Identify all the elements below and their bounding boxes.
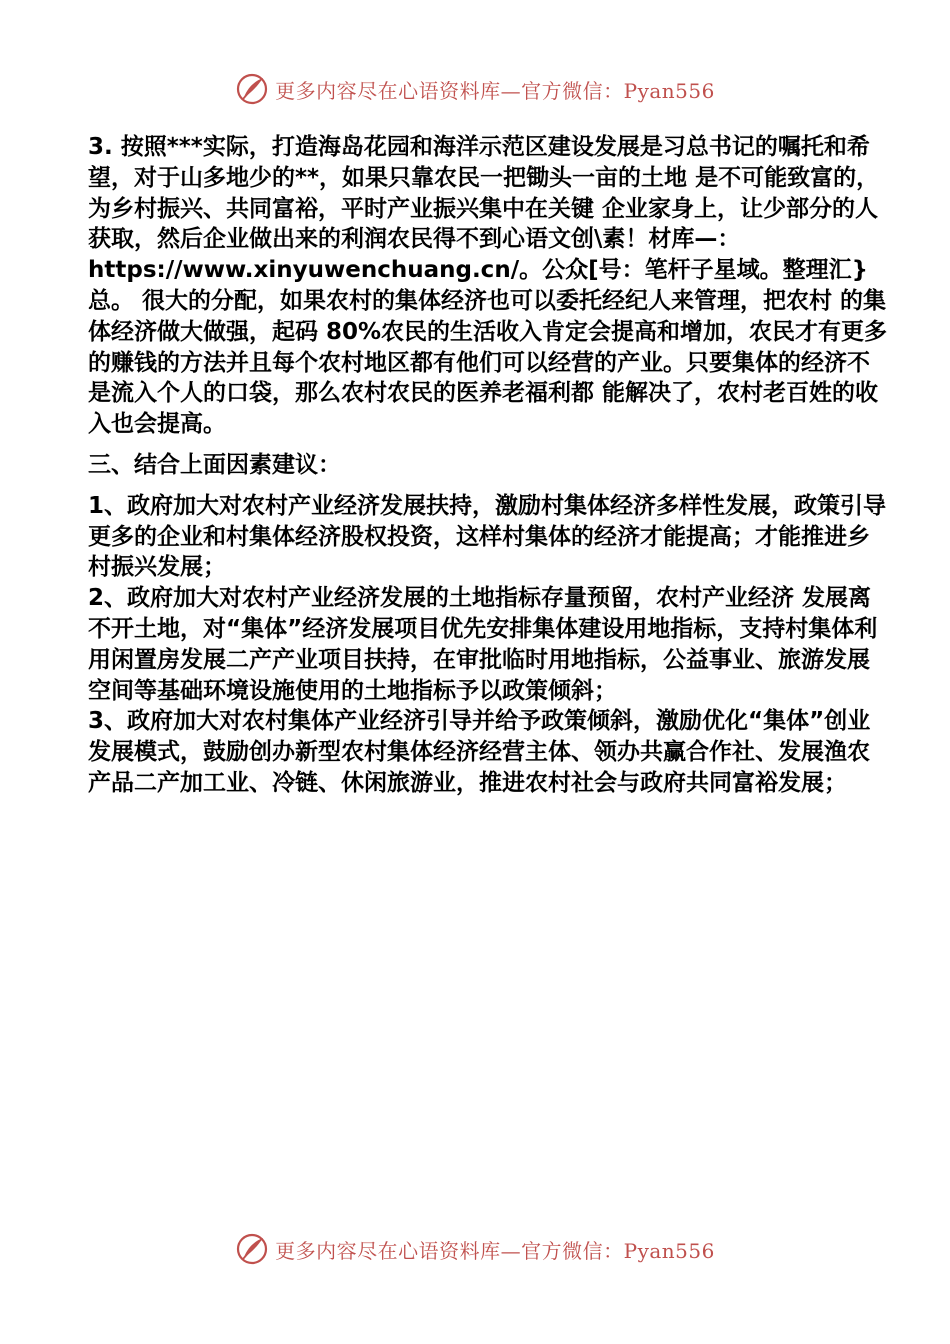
header-watermark (0, 72, 950, 106)
header-watermark-text: 更多内容尽在心语资料库—官方微信：Pyan556 (275, 78, 715, 103)
suggestion-3: 3、政府加大对农村集体产业经济引导并给予政策倾斜，激励优化“集体”创业发展模式，鼓励创办新型农村集体经济经营主体、领办共赢合作社、发展渔农产品二产加工业、冷链、休闲旅游业，推进农村社会与政府共同富裕发展； (88, 708, 871, 796)
document-body (88, 132, 888, 799)
suggestion-2: 2、政府加大对农村产业经济发展的土地指标存量预留，农村产业经济 发展离不开土地，对“集体”经济发展项目优先安排集体建设用地指标，支持村集体利用闲置房发展二产产业项目扶持，在审批临时用地指标，公益事业、旅游发展空间等基础环境设施使用的土地指标予以政策倾斜； (88, 585, 878, 704)
footer-watermark (0, 1232, 950, 1266)
feather-circle-logo-icon (235, 1232, 269, 1266)
feather-circle-logo-icon (235, 72, 269, 106)
section-heading: 三、结合上面因素建议： (88, 451, 341, 478)
paragraph-3: 3. 按照***实际，打造海岛花园和海洋示范区建设发展是习总书记的嘱托和希望，对于山多地少的**，如果只靠农民一把锄头一亩的土地 是不可能致富的，为乡村振兴、共同富裕，平时产业振兴集中在关键 企业家身上，让少部分的人获取，然后企业做出来的利润农民得不到心语文创\素！材库—：https://www.xinyuwenchuang.cn/。公众[号：笔杆子星域。整理汇}总。 很大的分配，如果农村的集体经济也可以委托经纪人来管理，把农村 的集体经济做大做强，起码 80%农民的生活收入肯定会提高和增加，农民才有更多的赚钱的方法并且每个农村地区都有他们可以经营的产业。只要集体的经济不是流入个人的口袋，那么农村农民的医养老福利都 能解决了，农村老百姓的收入也会提高。 (88, 134, 888, 438)
suggestion-1: 1、政府加大对农村产业经济发展扶持，激励村集体经济多样性发展，政策引导更多的企业和村集体经济股权投资，这样村集体的经济才能提高；才能推进乡村振兴发展； (88, 492, 887, 581)
footer-watermark-text: 更多内容尽在心语资料库—官方微信：Pyan556 (275, 1238, 715, 1263)
